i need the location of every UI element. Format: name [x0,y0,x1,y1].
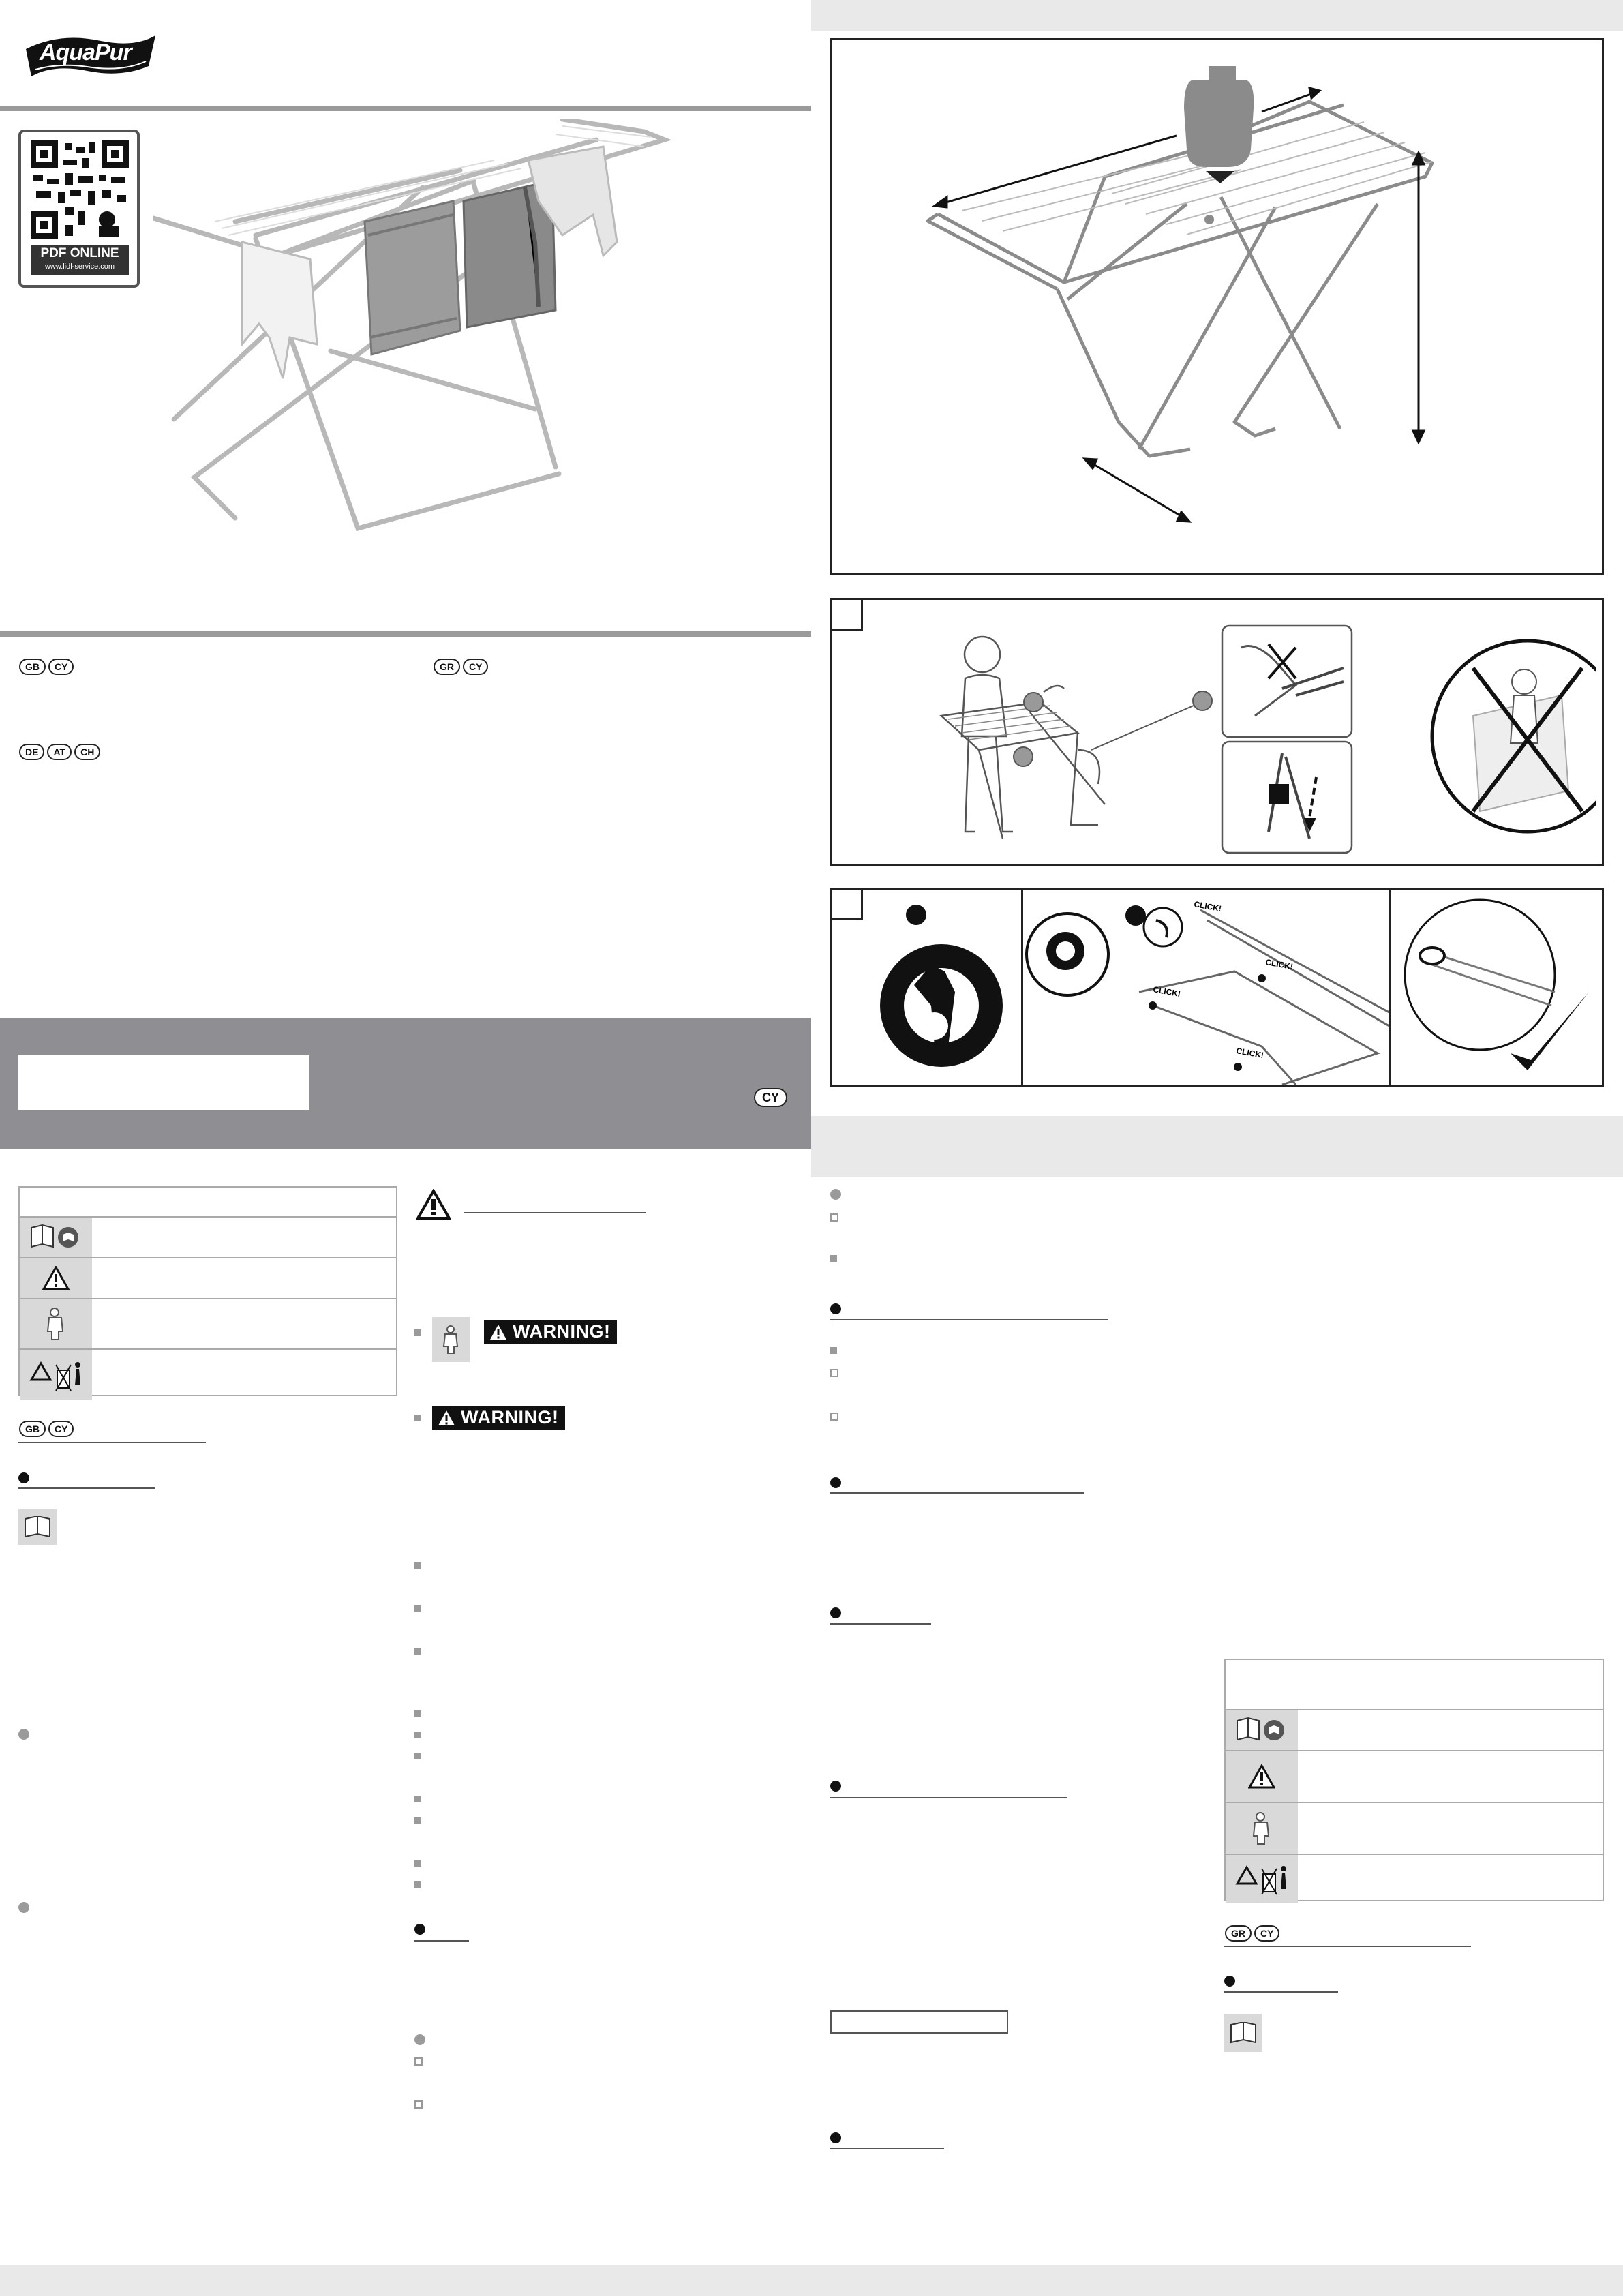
brand-logo [19,29,160,83]
flag-badge: CY [1254,1925,1279,1942]
bullet-dot [414,2034,425,2045]
bullet-square [414,1732,421,1738]
click-label: CLICK! [1152,984,1181,999]
clip-closeup [832,890,1021,1085]
warning-triangle-icon [20,1258,92,1298]
warning-triangle-icon [1226,1751,1298,1802]
bullet-square [414,1860,421,1867]
manual-icon [18,1509,57,1545]
middle-rule [0,631,811,637]
bullet-square [414,1753,421,1759]
bullet-square [830,1255,837,1262]
flag-badge: CY [463,659,488,675]
lang-group-1 [19,659,76,675]
heading-underline [18,1487,155,1489]
qr-label-bar [31,245,129,275]
lang-group-3 [19,744,103,760]
recycle-disposal-icon [20,1350,92,1400]
qr-code-icon [31,140,129,239]
gr-section-flags [1225,1925,1282,1942]
bullet-dot [1224,1976,1235,1987]
section-underline [1224,1946,1471,1947]
bullet-dot [18,1729,29,1740]
symbol-table-header [1226,1660,1603,1710]
recycle-disposal-icon [1226,1855,1298,1903]
heading-underline [830,1319,1108,1320]
section-underline [18,1442,206,1443]
cover-page [0,0,811,1149]
bullet-dot [830,1781,841,1792]
bullet-square-open [830,1213,838,1222]
symbol-row [1226,1751,1603,1803]
flag-badge: AT [47,744,72,760]
flag-badge: GB [19,1421,46,1437]
heading-underline [830,1623,931,1625]
click-label: CLICK! [1235,1046,1264,1061]
figure-folding-panel [830,598,1604,866]
bullet-square [414,1817,421,1824]
bullet-square-open [414,2100,423,2109]
child-warning-icon [1226,1803,1298,1854]
bullet-square [414,1562,421,1569]
bullet-dot [18,1902,29,1913]
flag-badge: CH [74,744,100,760]
bullet-dot [18,1472,29,1483]
folding-illustration [873,614,1596,859]
gb-symbol-table [18,1186,397,1396]
child-warning-icon [432,1317,470,1362]
bullet-dot [830,2132,841,2143]
qr-label: PDF ONLINE [40,246,119,260]
bullet-square [414,1648,421,1655]
dimension-diagram [832,40,1603,573]
bullet-square [414,1881,421,1888]
heading-underline [1224,1991,1338,1993]
gb-section-flags [19,1421,76,1437]
flag-badge: CY [48,1421,74,1437]
heading-underline [830,1797,1067,1798]
warning-triangle-icon [489,1324,507,1340]
click-label: CLICK! [1193,899,1222,914]
bullet-square [414,1605,421,1612]
clip-check-closeup [1391,890,1602,1085]
cover-footer-band [0,1018,811,1149]
symbol-row [20,1258,396,1299]
warning-label [484,1320,617,1344]
bullet-square-open [830,1413,838,1421]
bullet-square-open [830,1369,838,1377]
ian-box [18,1055,309,1110]
figure-locking-panel [830,888,1604,1087]
click-assembly [1023,890,1389,1085]
heading-underline [830,2148,944,2149]
bullet-dot [414,1924,425,1935]
bullet-square [830,1347,837,1354]
symbol-row [1226,1855,1603,1903]
bullet-square [414,1329,421,1336]
symbol-row [1226,1803,1603,1855]
figure-page-bottom-band [811,1116,1623,1177]
flag-badge: DE [19,744,44,760]
safety-warning-icon [416,1189,451,1224]
lang-group-2 [434,659,491,675]
warning-triangle-icon [438,1410,455,1426]
bullet-square [414,1796,421,1802]
heading-underline [464,1212,646,1213]
bullet-dot [830,1303,841,1314]
manual-icon [1224,2014,1262,2052]
figure-page-top-band [811,0,1623,31]
symbol-table-header [20,1188,396,1218]
product-photo [153,119,671,542]
child-warning-icon [20,1299,92,1348]
brand-name: AquaPur [40,40,132,65]
figure-dimensions-panel [830,38,1604,575]
bullet-dot [830,1189,841,1200]
click-label: CLICK! [1264,957,1294,972]
top-rule [0,106,811,111]
qr-url: www.lidl-service.com [44,262,115,271]
flag-badge: GR [1225,1925,1252,1942]
bullet-dot [830,1607,841,1618]
warning-label-text: WARNING! [513,1321,611,1342]
country-badge: CY [754,1088,787,1107]
flag-badge: GR [434,659,460,675]
gr-symbol-table [1224,1659,1604,1901]
flag-badge: GB [19,659,46,675]
symbol-row [20,1299,396,1350]
warning-label [432,1406,565,1430]
ian-box [830,2010,1008,2034]
symbol-row [1226,1710,1603,1751]
flag-badge: CY [48,659,74,675]
bullet-square [414,1415,421,1421]
bullet-square-open [414,2057,423,2066]
figure-label-box [830,598,863,631]
bullet-square [414,1710,421,1717]
manual-icon [1226,1710,1298,1750]
bullet-dot [830,1477,841,1488]
qr-block[interactable] [18,130,140,288]
heading-underline [414,1940,469,1942]
bottom-band [0,2265,1623,2296]
manual-icon [20,1218,92,1257]
symbol-row [20,1218,396,1258]
heading-underline [830,1492,1084,1494]
symbol-row [20,1350,396,1400]
warning-label-text: WARNING! [461,1407,559,1428]
